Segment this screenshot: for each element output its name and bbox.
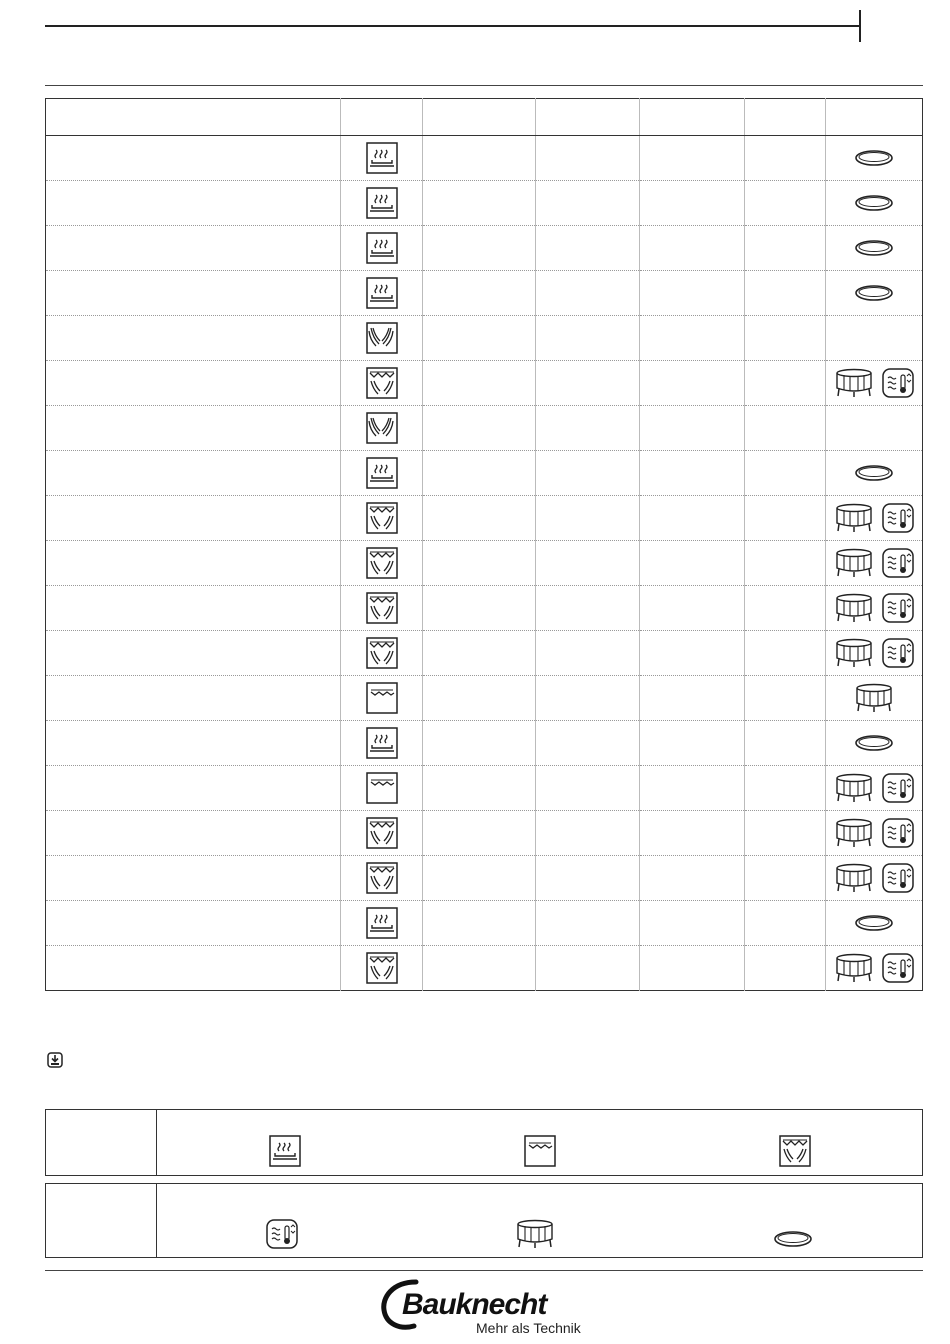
table-header-row bbox=[46, 99, 923, 136]
header-cell-accessory bbox=[826, 99, 923, 136]
value-cell bbox=[745, 676, 826, 721]
brand-tagline: Mehr als Technik bbox=[476, 1320, 581, 1336]
grill-icon bbox=[366, 689, 398, 706]
accessory-cell bbox=[826, 496, 923, 541]
function-cell bbox=[341, 181, 423, 226]
function-cell bbox=[341, 541, 423, 586]
value-cell bbox=[423, 136, 536, 181]
header-cell-5 bbox=[745, 99, 826, 136]
table-row bbox=[46, 811, 923, 856]
wire-rack-icon bbox=[854, 689, 894, 706]
wire-rack-icon bbox=[834, 599, 874, 616]
value-cell bbox=[745, 721, 826, 766]
header-cell-2 bbox=[423, 99, 536, 136]
value-cell bbox=[745, 901, 826, 946]
value-cell bbox=[745, 766, 826, 811]
wire-rack-icon bbox=[834, 554, 874, 571]
glass-dish-icon bbox=[854, 149, 894, 166]
value-cell bbox=[423, 406, 536, 451]
function-cell bbox=[341, 316, 423, 361]
fan-heat-icon bbox=[366, 419, 398, 436]
function-cell bbox=[341, 811, 423, 856]
recipe-cell bbox=[46, 856, 341, 901]
recipe-cell bbox=[46, 766, 341, 811]
wire-rack-icon bbox=[834, 869, 874, 886]
value-cell bbox=[536, 406, 640, 451]
accessory-legend-label bbox=[46, 1184, 157, 1258]
accessory-cell bbox=[826, 316, 923, 361]
value-cell bbox=[536, 316, 640, 361]
wire-rack-icon bbox=[834, 779, 874, 796]
value-cell bbox=[745, 271, 826, 316]
value-cell bbox=[423, 226, 536, 271]
accessory-cell bbox=[826, 406, 923, 451]
recipe-cell bbox=[46, 946, 341, 991]
grill-fan-icon bbox=[366, 554, 398, 571]
function-cell bbox=[341, 586, 423, 631]
table-row bbox=[46, 226, 923, 271]
header-cell-3 bbox=[536, 99, 640, 136]
wire-rack-icon bbox=[834, 959, 874, 976]
table-row bbox=[46, 901, 923, 946]
value-cell bbox=[640, 451, 745, 496]
conventional-heat-icon bbox=[366, 734, 398, 751]
header-cell-4 bbox=[640, 99, 745, 136]
table-row bbox=[46, 316, 923, 361]
accessory-cell bbox=[826, 181, 923, 226]
footer-rule bbox=[45, 1270, 923, 1271]
value-cell bbox=[423, 811, 536, 856]
recipe-cell bbox=[46, 406, 341, 451]
glass-dish-icon bbox=[854, 734, 894, 751]
microwave-sensor-icon bbox=[882, 374, 914, 391]
microwave-sensor-icon bbox=[882, 599, 914, 616]
function-cell bbox=[341, 721, 423, 766]
conventional-heat-icon bbox=[269, 1135, 301, 1167]
grill-fan-icon bbox=[366, 644, 398, 661]
conventional-heat-icon bbox=[366, 464, 398, 481]
function-cell bbox=[341, 946, 423, 991]
value-cell bbox=[640, 676, 745, 721]
function-cell bbox=[341, 451, 423, 496]
value-cell bbox=[536, 811, 640, 856]
function-legend bbox=[45, 1109, 923, 1176]
table-row bbox=[46, 496, 923, 541]
function-cell bbox=[341, 136, 423, 181]
function-cell bbox=[341, 856, 423, 901]
glass-dish-icon bbox=[773, 1229, 813, 1249]
accessory-legend-icons bbox=[157, 1184, 922, 1257]
value-cell bbox=[536, 451, 640, 496]
value-cell bbox=[745, 226, 826, 271]
wire-rack-icon bbox=[834, 374, 874, 391]
recipe-cell bbox=[46, 181, 341, 226]
accessory-legend bbox=[45, 1183, 923, 1258]
conventional-heat-icon bbox=[366, 149, 398, 166]
table-row bbox=[46, 946, 923, 991]
value-cell bbox=[423, 946, 536, 991]
table-row bbox=[46, 541, 923, 586]
value-cell bbox=[423, 541, 536, 586]
accessory-cell bbox=[826, 856, 923, 901]
value-cell bbox=[745, 361, 826, 406]
recipe-cell bbox=[46, 271, 341, 316]
table-row bbox=[46, 631, 923, 676]
grill-fan-icon bbox=[366, 869, 398, 886]
top-corner-mark bbox=[859, 10, 861, 42]
function-cell bbox=[341, 271, 423, 316]
value-cell bbox=[640, 901, 745, 946]
conventional-heat-icon bbox=[366, 239, 398, 256]
svg-text:Bauknecht: Bauknecht bbox=[402, 1288, 547, 1321]
value-cell bbox=[640, 361, 745, 406]
value-cell bbox=[536, 181, 640, 226]
accessory-cell bbox=[826, 586, 923, 631]
accessory-cell bbox=[826, 136, 923, 181]
value-cell bbox=[423, 316, 536, 361]
accessory-cell bbox=[826, 361, 923, 406]
grill-icon bbox=[366, 779, 398, 796]
value-cell bbox=[745, 316, 826, 361]
wire-rack-icon bbox=[515, 1219, 555, 1249]
grill-fan-icon bbox=[366, 509, 398, 526]
grill-fan-icon bbox=[366, 599, 398, 616]
table-row bbox=[46, 181, 923, 226]
accessory-cell bbox=[826, 721, 923, 766]
grill-fan-icon bbox=[366, 959, 398, 976]
wire-rack-icon bbox=[834, 824, 874, 841]
microwave-sensor-icon bbox=[882, 959, 914, 976]
value-cell bbox=[423, 676, 536, 721]
function-cell bbox=[341, 676, 423, 721]
value-cell bbox=[423, 271, 536, 316]
recipe-cell bbox=[46, 676, 341, 721]
accessory-cell bbox=[826, 766, 923, 811]
microwave-sensor-icon bbox=[882, 644, 914, 661]
conventional-heat-icon bbox=[366, 914, 398, 931]
value-cell bbox=[536, 541, 640, 586]
value-cell bbox=[640, 586, 745, 631]
accessory-cell bbox=[826, 676, 923, 721]
value-cell bbox=[536, 721, 640, 766]
microwave-sensor-icon bbox=[266, 1219, 298, 1249]
value-cell bbox=[536, 631, 640, 676]
recipe-cell bbox=[46, 586, 341, 631]
microwave-sensor-icon bbox=[882, 824, 914, 841]
accessory-cell bbox=[826, 946, 923, 991]
value-cell bbox=[423, 586, 536, 631]
function-legend-icons bbox=[157, 1110, 922, 1175]
table-row bbox=[46, 766, 923, 811]
accessory-cell bbox=[826, 541, 923, 586]
glass-dish-icon bbox=[854, 239, 894, 256]
function-cell bbox=[341, 901, 423, 946]
accessory-cell bbox=[826, 901, 923, 946]
glass-dish-icon bbox=[854, 194, 894, 211]
value-cell bbox=[536, 901, 640, 946]
value-cell bbox=[745, 451, 826, 496]
function-cell bbox=[341, 496, 423, 541]
value-cell bbox=[536, 496, 640, 541]
value-cell bbox=[640, 541, 745, 586]
recipe-cell bbox=[46, 361, 341, 406]
function-cell bbox=[341, 406, 423, 451]
value-cell bbox=[745, 181, 826, 226]
grill-fan-icon bbox=[366, 374, 398, 391]
value-cell bbox=[423, 181, 536, 226]
value-cell bbox=[536, 676, 640, 721]
value-cell bbox=[640, 226, 745, 271]
value-cell bbox=[745, 541, 826, 586]
conventional-heat-icon bbox=[366, 194, 398, 211]
recipe-cell bbox=[46, 136, 341, 181]
fan-heat-icon bbox=[366, 329, 398, 346]
value-cell bbox=[423, 856, 536, 901]
value-cell bbox=[640, 856, 745, 901]
value-cell bbox=[640, 136, 745, 181]
recipe-cell bbox=[46, 316, 341, 361]
value-cell bbox=[745, 811, 826, 856]
wire-rack-icon bbox=[834, 509, 874, 526]
value-cell bbox=[423, 361, 536, 406]
function-legend-label bbox=[46, 1110, 157, 1176]
header-cell-recipe bbox=[46, 99, 341, 136]
value-cell bbox=[423, 451, 536, 496]
accessory-cell bbox=[826, 271, 923, 316]
function-cell bbox=[341, 766, 423, 811]
recipe-cell bbox=[46, 811, 341, 856]
recipe-cell bbox=[46, 496, 341, 541]
value-cell bbox=[423, 901, 536, 946]
value-cell bbox=[536, 946, 640, 991]
recipe-cell bbox=[46, 226, 341, 271]
table-row bbox=[46, 271, 923, 316]
table-row bbox=[46, 586, 923, 631]
value-cell bbox=[640, 316, 745, 361]
grill-fan-icon bbox=[366, 824, 398, 841]
recipe-cell bbox=[46, 901, 341, 946]
glass-dish-icon bbox=[854, 914, 894, 931]
value-cell bbox=[640, 271, 745, 316]
accessory-cell bbox=[826, 631, 923, 676]
value-cell bbox=[640, 811, 745, 856]
table-row bbox=[46, 676, 923, 721]
header-rule bbox=[45, 85, 923, 86]
recipe-cell bbox=[46, 631, 341, 676]
table-row bbox=[46, 721, 923, 766]
header-cell-function bbox=[341, 99, 423, 136]
top-rule bbox=[45, 25, 860, 27]
cooking-table bbox=[45, 98, 923, 991]
recipe-cell bbox=[46, 451, 341, 496]
value-cell bbox=[640, 181, 745, 226]
function-cell bbox=[341, 631, 423, 676]
microwave-sensor-icon bbox=[882, 869, 914, 886]
function-cell bbox=[341, 361, 423, 406]
value-cell bbox=[640, 406, 745, 451]
value-cell bbox=[640, 766, 745, 811]
conventional-heat-icon bbox=[366, 284, 398, 301]
table-row bbox=[46, 856, 923, 901]
accessory-cell bbox=[826, 811, 923, 856]
recipe-cell bbox=[46, 721, 341, 766]
value-cell bbox=[745, 136, 826, 181]
value-cell bbox=[640, 946, 745, 991]
grill-fan-icon bbox=[779, 1135, 811, 1167]
recipe-cell bbox=[46, 541, 341, 586]
value-cell bbox=[536, 136, 640, 181]
microwave-sensor-icon bbox=[882, 779, 914, 796]
value-cell bbox=[640, 721, 745, 766]
value-cell bbox=[423, 496, 536, 541]
glass-dish-icon bbox=[854, 464, 894, 481]
glass-dish-icon bbox=[854, 284, 894, 301]
value-cell bbox=[745, 946, 826, 991]
table-row bbox=[46, 451, 923, 496]
value-cell bbox=[536, 856, 640, 901]
value-cell bbox=[536, 766, 640, 811]
value-cell bbox=[640, 631, 745, 676]
value-cell bbox=[423, 766, 536, 811]
table-row bbox=[46, 361, 923, 406]
value-cell bbox=[536, 271, 640, 316]
wire-rack-icon bbox=[834, 644, 874, 661]
value-cell bbox=[640, 496, 745, 541]
microwave-sensor-icon bbox=[882, 509, 914, 526]
microwave-sensor-icon bbox=[882, 554, 914, 571]
value-cell bbox=[745, 856, 826, 901]
value-cell bbox=[536, 586, 640, 631]
download-info-icon bbox=[47, 1052, 63, 1068]
accessory-cell bbox=[826, 451, 923, 496]
value-cell bbox=[536, 226, 640, 271]
value-cell bbox=[745, 631, 826, 676]
value-cell bbox=[423, 631, 536, 676]
grill-icon bbox=[524, 1135, 556, 1167]
value-cell bbox=[536, 361, 640, 406]
accessory-cell bbox=[826, 226, 923, 271]
value-cell bbox=[745, 406, 826, 451]
table-row bbox=[46, 136, 923, 181]
table-row bbox=[46, 406, 923, 451]
value-cell bbox=[745, 496, 826, 541]
function-cell bbox=[341, 226, 423, 271]
value-cell bbox=[423, 721, 536, 766]
value-cell bbox=[745, 586, 826, 631]
